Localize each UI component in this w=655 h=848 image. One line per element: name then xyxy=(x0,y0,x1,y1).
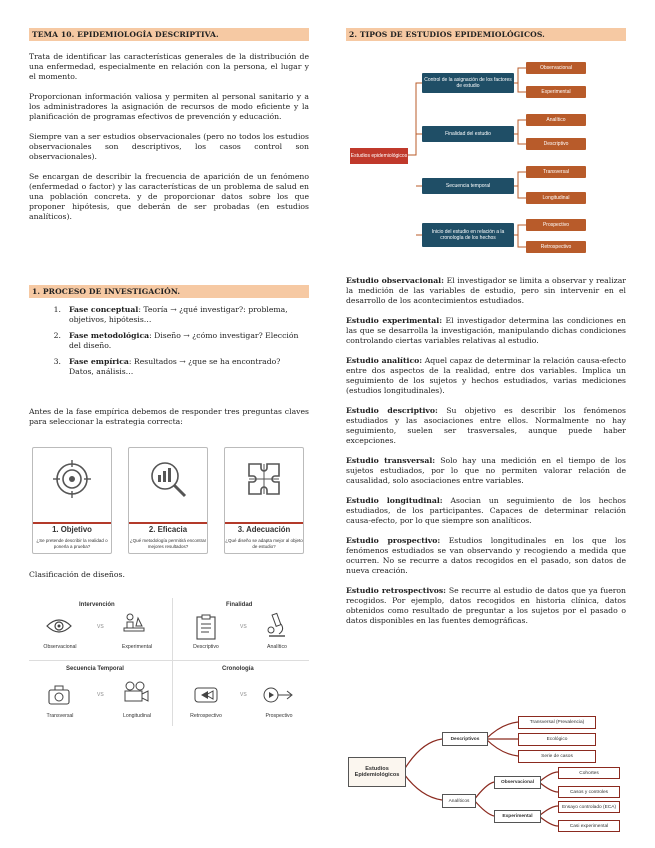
tree-analiticos: Analíticos xyxy=(442,794,476,808)
tree-observacional: Observacional xyxy=(494,776,541,789)
definition: Estudio retrospectivos: Se recurre al estudio de datos que ya fueron recogidos. Por ejemplo, datos recogidos en historia clínica, datos obtenidos como resultado de preguntar a los sujetos por el pasado o datos disponibles en las fuentes demográficas. xyxy=(346,586,627,625)
mindmap-leaf: Retrospectivo xyxy=(526,241,586,253)
clipboard-icon xyxy=(195,614,217,644)
section-header-tipos: 2. TIPOS DE ESTUDIOS EPIDEMIOLÓGICOS. xyxy=(346,28,626,41)
card-question: ¿Qué diseño se adapta mejor al objeto de estudio? xyxy=(225,538,303,549)
mindmap-leaf: Transversal xyxy=(526,166,586,178)
definition: Estudio observacional: El investigador se limita a observar y realizar la medición de las variables de estudio, pero sin intervenir en el desarrollo de los acontecimientos estudiados. xyxy=(346,276,626,305)
card-title: 1. Objetivo xyxy=(52,525,92,534)
card-accent-bar xyxy=(225,522,303,524)
section-header-proceso: 1. PROCESO DE INVESTIGACIÓN. xyxy=(29,285,309,298)
card-adecuacion xyxy=(224,447,304,554)
rewind-icon xyxy=(191,684,221,710)
tree-leaf: Ecológico xyxy=(518,733,596,746)
group-a-label: Observacional xyxy=(43,644,77,650)
card-objetivo xyxy=(32,447,112,554)
mindmap-leaf: Experimental xyxy=(526,86,586,98)
definition: Estudio prospectivo: Estudios longitudinales en los que los fenómenos estudiados se van observando y recogiendo a medida que ocurren. No se recurre a datos recogidos en el pasado, son datos de nueva creación. xyxy=(346,536,626,575)
group-b-label: Prospectivo xyxy=(265,713,293,719)
card-accent-bar xyxy=(129,522,207,524)
group-b-label: Experimental xyxy=(121,644,153,650)
definition: Estudio transversal: Solo hay una medición en el tiempo de los sujetos estudiados, por lo que no permiten valorar relación de causalidad, solo asociaciones entre variables. xyxy=(346,456,626,485)
vs-label: VS xyxy=(240,692,247,698)
tree-leaf: Casi experimental xyxy=(558,820,620,832)
group-title: Intervención xyxy=(79,602,115,608)
list-item: 3. Fase empírica: Resultados → ¿que se ha encontrado? Datos, análisis… xyxy=(53,357,281,376)
mindmap-branch: Control de la asignación de los factores de estudio xyxy=(422,73,514,93)
camera-icon xyxy=(47,684,71,710)
definition: Estudio longitudinal: Asocian un seguimiento de los hechos estudiados, de los participantes. Capaces de determinar relación causa-efecto, por lo que siempre son analíticos. xyxy=(346,496,626,525)
study-tree xyxy=(346,712,626,832)
intro-text xyxy=(29,52,309,222)
mindmap-leaf: Observacional xyxy=(526,62,586,74)
group-title: Finalidad xyxy=(226,602,253,608)
tree-leaf: Cohortes xyxy=(558,767,620,779)
vs-label: VS xyxy=(97,692,104,698)
mindmap-branch: Finalidad del estudio xyxy=(422,126,514,142)
intro-paragraph: Proporcionan información valiosa y permiten al personal sanitario y a los administradores la asignación de recursos de modo eficiente y la planificación de programas efectivos de prevención y educación. xyxy=(29,92,309,121)
phases-list xyxy=(43,305,307,383)
group-a-label: Transversal xyxy=(46,713,74,719)
group-b-label: Analítico xyxy=(267,644,287,650)
tree-leaf: Casos y controles xyxy=(558,786,620,798)
mindmap-branch: Inicio del estudio en relación a la cronología de los hechos xyxy=(422,223,514,247)
mindmap-leaf: Longitudinal xyxy=(526,192,586,204)
lab-worker-icon xyxy=(121,612,147,642)
magnifier-chart-icon xyxy=(147,458,189,500)
definitions-list xyxy=(346,276,626,636)
microscope-icon xyxy=(265,612,289,644)
group-a-label: Retrospectivo xyxy=(190,713,222,719)
fast-forward-icon xyxy=(261,684,295,710)
clasificacion-text: Clasificación de diseños. xyxy=(29,570,125,579)
card-question: ¿Qué metodología permitirá encontrar mejores resultados? xyxy=(129,538,207,549)
mindmap-root: Estudios epidemiológicos xyxy=(350,148,408,164)
tree-leaf: Ensayo controlado (ECA) xyxy=(558,801,620,813)
section-header-tema: TEMA 10. EPIDEMIOLOGÍA DESCRIPTIVA. xyxy=(29,28,309,41)
tree-leaf: Serie de casos xyxy=(518,750,596,763)
intro-paragraph: Siempre van a ser estudios observacionales (pero no todos los estudios observacionales son descriptivos, los casos control son observacionales). xyxy=(29,132,309,161)
tree-leaf: Transversal (Prevalencia) xyxy=(518,716,596,729)
mindmap-leaf: Descriptivo xyxy=(526,138,586,150)
eye-icon xyxy=(46,616,72,640)
definition: Estudio analítico: Aquel capaz de determinar la relación causa-efecto entre dos aspectos de la realidad, entre dos variables. Implica un seguimiento de los sujetos y hechos estudiados, varias mediciones (estudios longitudinales). xyxy=(346,356,627,395)
card-title: 3. Adecuación xyxy=(237,525,291,534)
intro-paragraph: Se encargan de describir la frecuencia de aparición de un fenómeno (enfermedad o factor) y las características de un problema de salud en una población concreta. y de proporcionar datos sobre los que proponer hipótesis, que deberán de ser probadas (en estudios analíticos). xyxy=(29,172,309,221)
group-title: Cronología xyxy=(222,666,254,672)
mindmap xyxy=(346,50,626,260)
puzzle-icon xyxy=(243,458,285,500)
definition: Estudio descriptivo: Su objetivo es describir los fenómenos estudiados y las asociaciones entre ellos. Normalmente no hay seguimiento, suelen ser trasversales, aunque puede haber excepciones. xyxy=(346,406,627,445)
vs-label: VS xyxy=(97,624,104,630)
card-question: ¿Se pretende describir la realidad o ponerla a prueba? xyxy=(36,538,108,549)
definition: Estudio experimental: El investigador determina las condiciones en las que se desarrolla la investigación, manipulando dichas condiciones controlando ciertas variables relativas al estudio. xyxy=(346,316,627,345)
card-title: 2. Eficacia xyxy=(148,525,188,534)
tree-experimental: Experimental xyxy=(494,810,541,823)
intro-paragraph: Trata de identificar las características generales de la distribución de una enfermedad, especialmente en relación con la persona, el lugar y el momento. xyxy=(29,52,309,81)
mindmap-branch: Secuencia temporal xyxy=(422,178,514,194)
list-item: 1. Fase conceptual: Teoría → ¿qué investigar?: problema, objetivos, hipótesis… xyxy=(53,305,288,324)
tree-root: Estudios Epidemiológicos xyxy=(348,757,406,787)
card-eficacia xyxy=(128,447,208,554)
tree-descriptivos: Descriptivos xyxy=(442,732,488,746)
vs-label: VS xyxy=(240,624,247,630)
card-accent-bar xyxy=(33,522,111,524)
divider xyxy=(172,598,173,726)
antes-text: Antes de la fase empírica debemos de responder tres preguntas claves para seleccionar la estrategia correcta: xyxy=(29,407,309,426)
group-a-label: Descriptivo xyxy=(193,644,219,650)
video-camera-icon xyxy=(122,680,150,710)
group-b-label: Longitudinal xyxy=(123,713,151,719)
list-item: 2. Fase metodológica: Diseño → ¿cómo investigar? Elección del diseño. xyxy=(53,331,299,350)
target-icon xyxy=(51,458,93,500)
divider xyxy=(29,660,309,661)
group-title: Secuencia Temporal xyxy=(66,666,124,672)
mindmap-leaf: Analítico xyxy=(526,114,586,126)
mindmap-leaf: Prospectivo xyxy=(526,219,586,231)
design-classification xyxy=(29,596,309,734)
